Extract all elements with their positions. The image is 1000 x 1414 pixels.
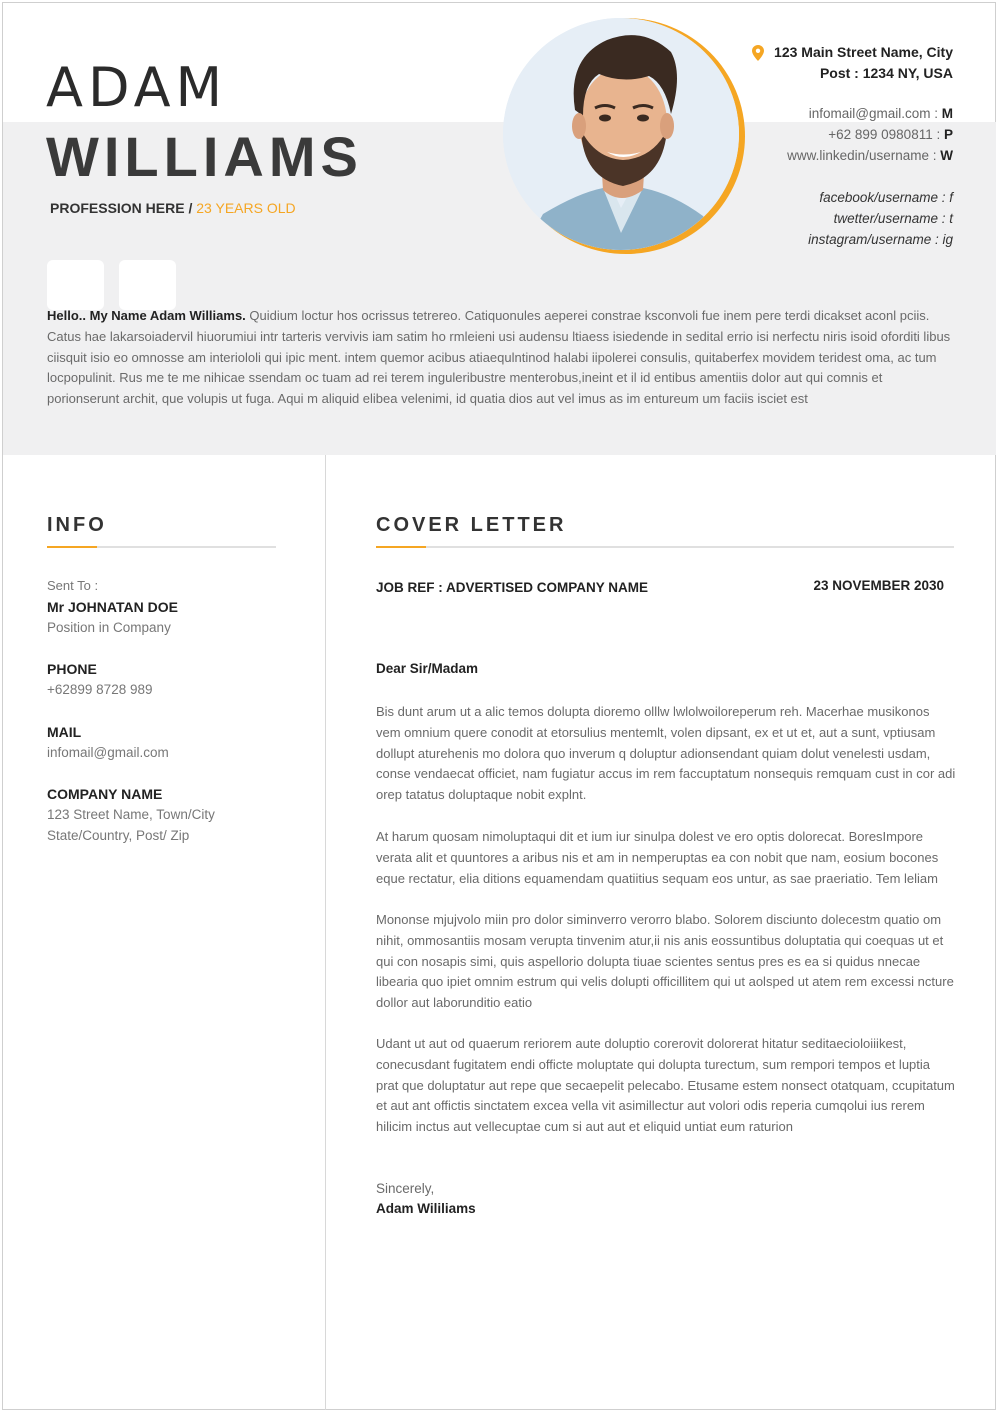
person-portrait-icon bbox=[503, 18, 739, 250]
mail-label: MAIL bbox=[47, 724, 82, 740]
phone-value: +62899 8728 989 bbox=[47, 682, 153, 697]
recipient-name: Mr JOHNATAN DOE bbox=[47, 599, 178, 615]
contact-phone: +62 899 0980811 : P bbox=[828, 127, 953, 142]
contact-instagram: instagram/username : ig bbox=[808, 232, 953, 247]
letter-paragraph: At harum quosam nimoluptaqui dit et ium iur sinulpa dolest ve ero optis dolorecat. BoresImpore verata alit et quuntores a aribus nis et am in nemperuptas ea con nobit que nam, eosium bocones eque rectatur, elia ditions equamendam quatiitius sequam eos untur, as sae praeriatio. Tem leliam bbox=[376, 829, 939, 886]
mail-value: infomail@gmail.com bbox=[47, 745, 169, 760]
letter-paragraph: Udant ut aut od quaerum reriorem aute doluptio corerovit dolorerat hitatur seditaecioloiiikest, conecusdant fugitatem endi officte moluptate qui dolupta turectum, sum rempori tempos et luptia prat que doluptatur aut repe que secaepelit pelecabo. Etusame estem nonsect otatquam, ccupitatum et aut ant offictis sinctatem excea vella vit asimillectur aut volori odis reperia cumqolui ius rerem hilicim inctus aut vellecuptae cum si aut aut et eliquid untiat eum raturion bbox=[376, 1036, 955, 1135]
profession-separator: / bbox=[184, 200, 197, 216]
email-key: M bbox=[941, 106, 953, 121]
age: 23 YEARS OLD bbox=[196, 200, 296, 216]
profile-photo bbox=[503, 18, 745, 254]
company-label: COMPANY NAME bbox=[47, 786, 163, 802]
facebook-value: facebook/username bbox=[819, 190, 938, 205]
contact-linkedin: www.linkedin/username : W bbox=[787, 148, 953, 163]
linkedin-key: W bbox=[940, 148, 953, 163]
info-title-accent bbox=[47, 546, 97, 548]
last-name: WILLIAMS bbox=[46, 125, 363, 188]
sent-to-label: Sent To : bbox=[47, 578, 99, 593]
salutation: Dear Sir/Madam bbox=[376, 661, 479, 676]
linkedin-value: www.linkedin/username bbox=[787, 148, 929, 163]
info-title: INFO bbox=[47, 514, 107, 536]
profession: PROFESSION HERE bbox=[50, 200, 185, 216]
company-address-line1: 123 Street Name, Town/City bbox=[47, 807, 215, 822]
first-name: ADAM bbox=[46, 56, 228, 119]
phone-key: P bbox=[943, 127, 953, 142]
contact-twitter: twetter/username : t bbox=[833, 211, 953, 226]
cover-letter-title-accent bbox=[376, 546, 426, 548]
address-line2: Post : 1234 NY, USA bbox=[819, 65, 953, 81]
phone-value: +62 899 0980811 bbox=[828, 127, 933, 142]
facebook-key: f bbox=[949, 190, 953, 205]
profession-line bbox=[50, 200, 296, 216]
recipient-position: Position in Company bbox=[47, 620, 171, 635]
decorative-square bbox=[119, 260, 176, 310]
twitter-key: t bbox=[949, 211, 953, 226]
closing: Sincerely, bbox=[376, 1181, 435, 1196]
instagram-value: instagram/username bbox=[808, 232, 932, 247]
intro-paragraph bbox=[47, 306, 957, 410]
contact-facebook: facebook/username : f bbox=[819, 190, 953, 205]
column-divider bbox=[325, 455, 326, 1410]
letter-paragraph: Bis dunt arum ut a alic temos dolupta dioremo olllw lwlolwoiloreperum reh. Macerhae musikonos vem omnium quere conodit at etorsulius mentemlt, volen dipsant, ex et ut et, aut a sunt, vptiusam dollupt aturehenis mo dolora quo inverum q doluptur adionsendant quiam dolut venelesti usdam, conse vendaecat officiet, nam fugiatur accus im rem faccuptatum nonsequis remquam cust in cor adi orep tatatus doluptaque nobit explnt. bbox=[376, 704, 956, 803]
avatar bbox=[503, 18, 739, 250]
twitter-value: twetter/username bbox=[833, 211, 938, 226]
job-reference: JOB REF : ADVERTISED COMPANY NAME bbox=[376, 580, 649, 595]
email-value: infomail@gmail.com bbox=[808, 106, 931, 121]
cover-letter-title-rule bbox=[376, 546, 954, 548]
contact-email: infomail@gmail.com : M bbox=[808, 106, 953, 121]
phone-label: PHONE bbox=[47, 661, 97, 677]
company-address-line2: State/Country, Post/ Zip bbox=[47, 828, 190, 843]
decorative-square bbox=[47, 260, 104, 310]
letter-paragraph: Mononse mjujvolo miin pro dolor siminverro verorro blabo. Solorem disciunto dolecestm quatio om nihit, ommosantiis mosam verupta tinvenim atur,ii nis anis eossuntibus doluptatia qui coequas ut et qui con nosapis simi, quis aspellorio dolupta tiuae scientes sentus pres es ea si quidus nnecae libearia quo ipiet omnim estrum qui velis dolupti officillitem qui ut aolsped ut atem rem excessi ncture dollor aut laborunditio eatio bbox=[376, 912, 954, 1011]
instagram-key: ig bbox=[942, 232, 953, 247]
cover-letter-title: COVER LETTER bbox=[376, 514, 567, 536]
intro-text: Quidium loctur hos ocrissus tetrereo. Catiquonules aeperei constrae ksconvoli fue inem pere terdi dicakset aconl pciis. Catus hae lakarsoiadervil hiuorumiui intr tarteris vervivis iam satim ho rmleieni usi audensu ltiaess isiedende in sedital errio isi nerfectu niris isoid oforditi libus ciisquit isio eo omnosse am interiololi qui ipic ment. intem quemor acibus atiaequlntinod halabi iipolerei consulis, quitaberfex movidem teridest oma, ac tum locpopulinit. Rus me te me nihicae ssendam oc tuam ad rei terem inguleribustre menterobus,ineint et il id entibus amentiis dolor aut qui comnis et porionserunt archit, que volupis ut fuga. Aqui m aliquid elibea velenimi, id quatia dios aut vel imus as im entureum um faciis isciet est bbox=[47, 308, 951, 407]
address-line1: 123 Main Street Name, City bbox=[774, 44, 953, 60]
intro-lead: Hello.. My Name Adam Williams. bbox=[47, 308, 246, 323]
signature-name: Adam Wililiams bbox=[376, 1201, 476, 1216]
letter-date: 23 NOVEMBER 2030 bbox=[813, 578, 944, 593]
location-pin-icon bbox=[752, 45, 764, 61]
